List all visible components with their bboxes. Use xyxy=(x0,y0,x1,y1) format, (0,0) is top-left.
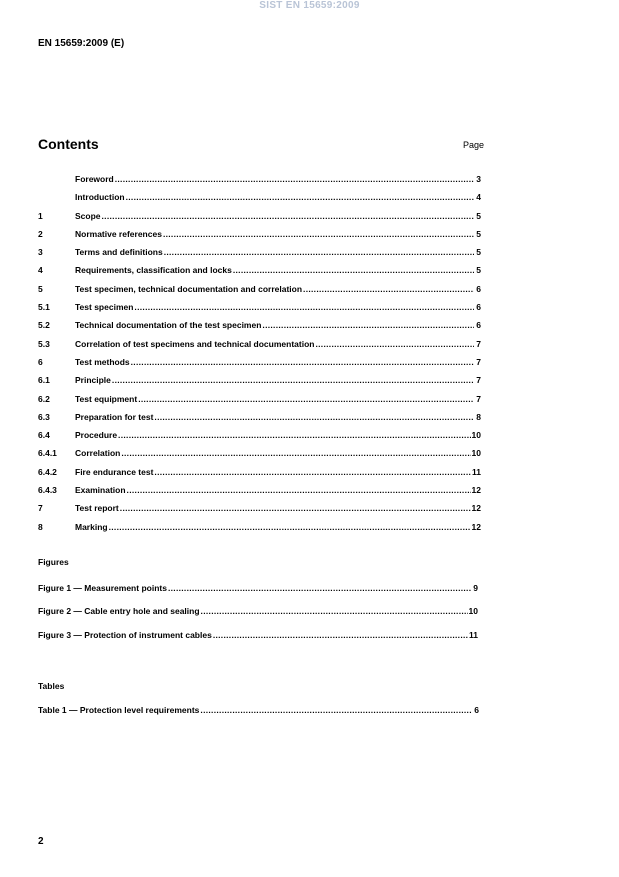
toc-title: Test methods xyxy=(75,356,130,367)
toc-page: 5 xyxy=(476,210,481,221)
toc-number: 6.3 xyxy=(38,411,50,422)
toc-page: 6 xyxy=(476,283,481,294)
toc-entry[interactable] xyxy=(38,467,481,485)
toc-title: Fire endurance test xyxy=(75,466,154,477)
toc-entry[interactable] xyxy=(38,174,481,192)
figure-title: Figure 1 — Measurement points xyxy=(38,583,167,593)
toc-number: 8 xyxy=(38,521,43,532)
toc-entry[interactable] xyxy=(38,412,481,430)
toc-page: 7 xyxy=(476,393,481,404)
toc-title: Procedure xyxy=(75,430,118,441)
toc-entry[interactable] xyxy=(38,375,481,393)
leader-dots xyxy=(262,320,474,330)
figure-entry[interactable] xyxy=(38,630,478,640)
toc-number: 4 xyxy=(38,265,43,276)
leader-dots xyxy=(112,375,474,385)
table-page: 6 xyxy=(474,705,479,715)
toc-number: 5 xyxy=(38,283,43,294)
leader-dots xyxy=(303,284,474,294)
toc-page: 3 xyxy=(476,174,481,184)
toc-page: 7 xyxy=(476,338,481,349)
toc-number: 6.4.1 xyxy=(38,448,57,459)
toc-entry[interactable] xyxy=(38,192,481,210)
toc-title: Examination xyxy=(75,485,126,496)
leader-dots xyxy=(138,394,474,404)
toc-page: 7 xyxy=(476,356,481,367)
toc-number: 5.1 xyxy=(38,302,50,313)
toc-page: 6 xyxy=(476,320,481,331)
table-entry[interactable] xyxy=(38,705,479,715)
toc-number: 6 xyxy=(38,356,43,367)
leader-dots xyxy=(168,583,471,593)
table-of-contents xyxy=(38,174,481,540)
leader-dots xyxy=(164,247,474,257)
toc-page: 10 xyxy=(471,448,481,459)
toc-page: 11 xyxy=(472,466,481,477)
toc-entry[interactable] xyxy=(38,229,481,247)
toc-title: Requirements, classification and locks xyxy=(75,265,232,276)
leader-dots xyxy=(121,448,470,458)
toc-number: 1 xyxy=(38,210,43,221)
toc-title: Test specimen, technical documentation and correlation xyxy=(75,283,303,294)
toc-page: 12 xyxy=(471,521,481,532)
leader-dots xyxy=(127,485,471,495)
toc-entry[interactable] xyxy=(38,247,481,265)
toc-entry[interactable] xyxy=(38,357,481,375)
toc-title: Foreword xyxy=(75,174,114,184)
toc-title: Terms and definitions xyxy=(75,247,163,258)
leader-dots xyxy=(118,430,470,440)
toc-entry[interactable] xyxy=(38,284,481,302)
leader-dots xyxy=(201,606,468,616)
leader-dots xyxy=(109,522,471,532)
toc-title: Test report xyxy=(75,503,119,514)
toc-page: 7 xyxy=(476,375,481,386)
leader-dots xyxy=(102,211,474,221)
toc-page: 6 xyxy=(476,302,481,313)
toc-page: 5 xyxy=(476,228,481,239)
toc-title: Correlation xyxy=(75,448,121,459)
toc-number: 7 xyxy=(38,503,43,514)
table-title: Table 1 — Protection level requirements xyxy=(38,705,200,715)
toc-number: 2 xyxy=(38,228,43,239)
toc-entry[interactable] xyxy=(38,320,481,338)
toc-number: 6.2 xyxy=(38,393,50,404)
figure-title: Figure 2 — Cable entry hole and sealing xyxy=(38,606,200,616)
toc-page: 8 xyxy=(476,411,481,422)
toc-page: 5 xyxy=(476,247,481,258)
toc-number: 6.4.2 xyxy=(38,466,57,477)
toc-number: 6.1 xyxy=(38,375,50,386)
toc-title: Test specimen xyxy=(75,302,134,313)
toc-title: Introduction xyxy=(75,192,125,203)
toc-title: Normative references xyxy=(75,228,162,239)
toc-number: 3 xyxy=(38,247,43,258)
toc-entry[interactable] xyxy=(38,211,481,229)
leader-dots xyxy=(154,467,471,477)
contents-title: Contents xyxy=(38,136,99,152)
figure-title: Figure 3 — Protection of instrument cables xyxy=(38,630,212,640)
leader-dots xyxy=(315,339,474,349)
leader-dots xyxy=(134,302,474,312)
figure-entry[interactable] xyxy=(38,583,478,593)
leader-dots xyxy=(233,265,474,275)
page-column-label: Page xyxy=(463,140,485,150)
toc-page: 12 xyxy=(471,503,481,514)
leader-dots xyxy=(154,412,474,422)
leader-dots xyxy=(163,229,474,239)
figures-heading: Figures xyxy=(38,557,69,567)
toc-entry[interactable] xyxy=(38,430,481,448)
toc-page: 5 xyxy=(476,265,481,276)
toc-entry[interactable] xyxy=(38,265,481,283)
leader-dots xyxy=(126,192,474,202)
toc-entry[interactable] xyxy=(38,503,481,521)
toc-number: 6.4 xyxy=(38,430,50,441)
toc-entry[interactable] xyxy=(38,394,481,412)
tables-heading: Tables xyxy=(38,681,65,691)
leader-dots xyxy=(200,705,472,715)
leader-dots xyxy=(120,503,471,513)
toc-title: Correlation of test specimens and technical documentation xyxy=(75,338,315,349)
toc-title: Test equipment xyxy=(75,393,138,404)
toc-entry[interactable] xyxy=(38,448,481,466)
toc-title: Technical documentation of the test specimen xyxy=(75,320,262,331)
toc-page: 10 xyxy=(471,430,481,441)
figure-entry[interactable] xyxy=(38,606,478,616)
toc-entry[interactable] xyxy=(38,302,481,320)
toc-entry[interactable] xyxy=(38,339,481,357)
document-header: EN 15659:2009 (E) xyxy=(38,38,125,49)
toc-number: 5.3 xyxy=(38,338,50,349)
toc-number: 5.2 xyxy=(38,320,50,331)
toc-entry[interactable] xyxy=(38,522,481,540)
toc-title: Preparation for test xyxy=(75,411,154,422)
toc-title: Principle xyxy=(75,375,111,386)
figure-page: 11 xyxy=(469,630,478,640)
watermark: SIST EN 15659:2009 xyxy=(259,0,360,11)
toc-page: 4 xyxy=(476,192,481,203)
leader-dots xyxy=(213,630,468,640)
toc-title: Marking xyxy=(75,521,108,532)
toc-number: 6.4.3 xyxy=(38,485,57,496)
leader-dots xyxy=(131,357,474,367)
figure-page: 9 xyxy=(473,583,478,593)
toc-page: 12 xyxy=(471,485,481,496)
toc-entry[interactable] xyxy=(38,485,481,503)
leader-dots xyxy=(115,174,474,184)
toc-title: Scope xyxy=(75,210,101,221)
page-number: 2 xyxy=(38,836,44,847)
figure-page: 10 xyxy=(468,606,478,616)
